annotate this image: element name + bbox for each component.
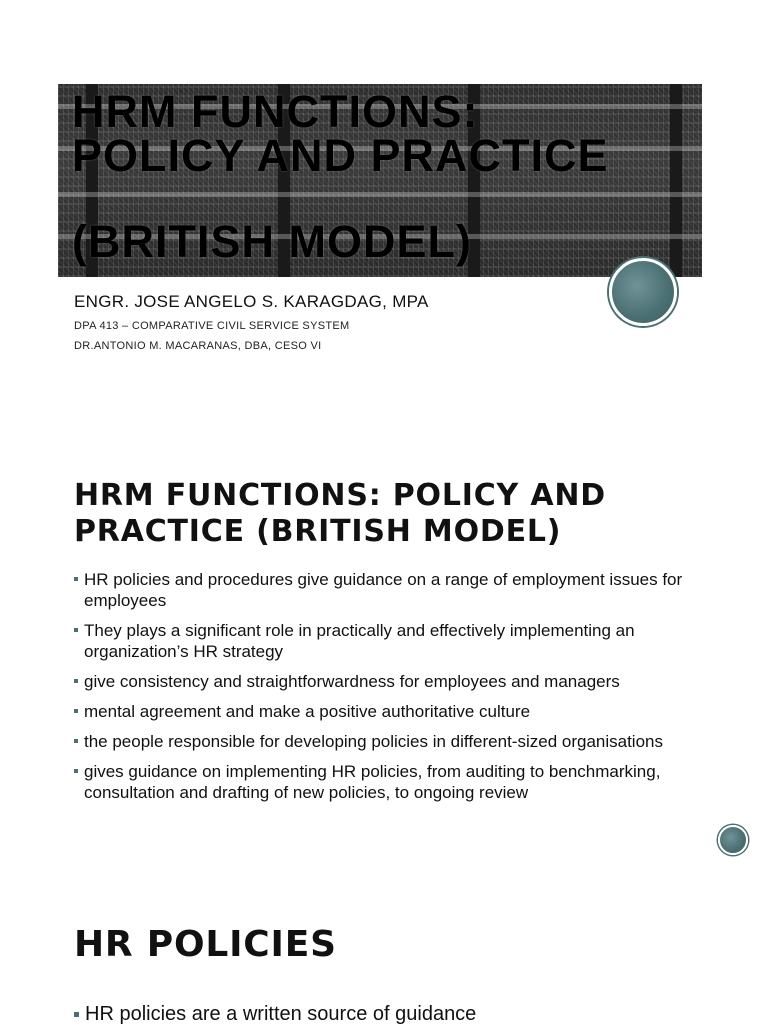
slide-title-line: HRM FUNCTIONS: bbox=[72, 86, 479, 137]
bullet-icon bbox=[74, 739, 78, 743]
slide-heading: HRM FUNCTIONS: POLICY AND PRACTICE (BRITISH MODEL) bbox=[74, 478, 606, 549]
content-slide bbox=[0, 905, 768, 1024]
bullet-icon bbox=[74, 679, 78, 683]
decorative-circle-icon bbox=[609, 258, 677, 326]
bullet-item bbox=[74, 620, 714, 662]
bullet-icon bbox=[74, 1012, 79, 1017]
bullet-text: mental agreement and make a positive authoritative culture bbox=[84, 702, 531, 721]
slide-heading: HR POLICIES bbox=[74, 924, 337, 965]
bullet-list bbox=[74, 569, 714, 812]
bullet-item bbox=[74, 701, 714, 722]
decorative-circle-icon bbox=[718, 825, 748, 855]
professor-name: DR.ANTONIO M. MACARANAS, DBA, CESO VI bbox=[74, 340, 322, 352]
bullet-item bbox=[74, 671, 714, 692]
bullet-item bbox=[74, 569, 714, 611]
bullet-text: HR policies are a written source of guidance bbox=[85, 1003, 477, 1025]
title-slide bbox=[0, 0, 768, 400]
bullet-item bbox=[74, 731, 714, 752]
bullet-text: the people responsible for developing policies in different-sized organisations bbox=[84, 732, 663, 751]
author-name: ENGR. JOSE ANGELO S. KARAGDAG, MPA bbox=[74, 292, 429, 311]
bullet-item bbox=[74, 1002, 714, 1026]
bullet-text: They plays a significant role in practically and effectively implementing an organization’s HR strategy bbox=[84, 621, 635, 661]
title-banner bbox=[58, 84, 702, 277]
bullet-icon bbox=[74, 709, 78, 713]
slide-title-line: POLICY AND PRACTICE bbox=[72, 130, 609, 181]
bullet-text: give consistency and straightforwardness for employees and managers bbox=[84, 672, 620, 691]
course-name: DPA 413 – COMPARATIVE CIVIL SERVICE SYSTEM bbox=[74, 320, 350, 332]
bullet-text: HR policies and procedures give guidance on a range of employment issues for employees bbox=[84, 570, 683, 610]
content-slide bbox=[0, 440, 768, 880]
bullet-item bbox=[74, 761, 714, 803]
bullet-icon bbox=[74, 577, 78, 581]
bullet-text: gives guidance on implementing HR policies, from auditing to benchmarking, consultation and drafting of new policies, to ongoing review bbox=[84, 762, 661, 802]
bullet-icon bbox=[74, 769, 78, 773]
slide-title-line: (BRITISH MODEL) bbox=[72, 216, 472, 267]
bullet-icon bbox=[74, 628, 78, 632]
slide-title bbox=[72, 86, 702, 267]
bullet-list bbox=[74, 1002, 714, 1026]
